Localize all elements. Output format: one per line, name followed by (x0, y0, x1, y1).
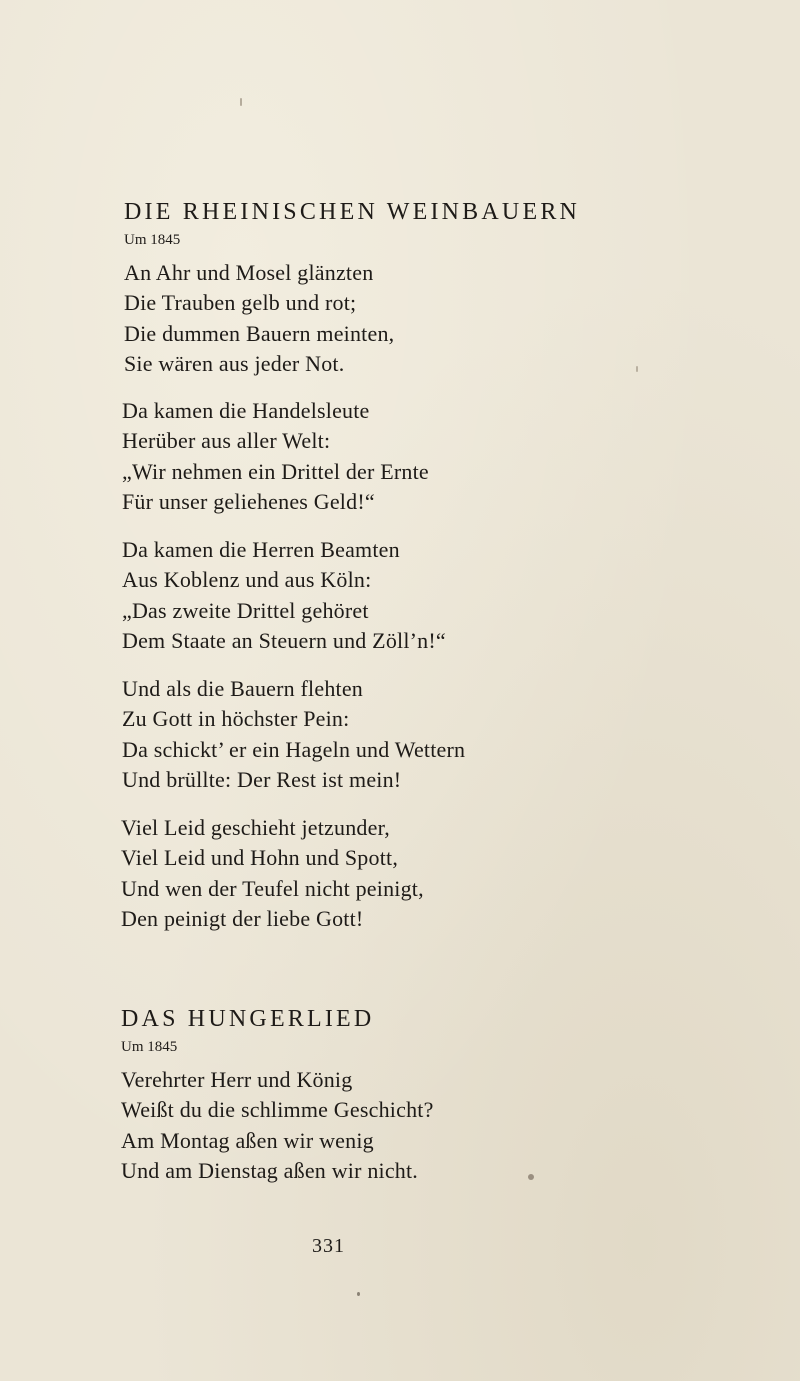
verse-line: Die dummen Bauern meinten, (124, 320, 395, 346)
verse-line: Sie wären aus jeder Not. (124, 350, 345, 376)
stanza (122, 674, 465, 795)
verse-line: Weißt du die schlimme Geschicht? (121, 1097, 434, 1123)
verse-line: Da schickt’ er ein Hageln und Wettern (122, 736, 466, 762)
paper-speck (528, 1174, 534, 1180)
poem-date: Um 1845 (121, 1039, 178, 1055)
poem-title: DIE RHEINISCHEN WEINBAUERN (124, 199, 581, 225)
verse-line: Dem Staate an Steuern und Zöll’n!“ (122, 627, 446, 653)
verse-line: Aus Koblenz und aus Köln: (122, 567, 372, 593)
verse-line: Da kamen die Handelsleute (122, 398, 370, 423)
verse-line: Und am Dienstag aßen wir nicht. (121, 1157, 419, 1183)
verse-line: Da kamen die Herren Beamten (122, 537, 400, 562)
stanza (121, 1065, 434, 1186)
stanza (122, 396, 429, 517)
paper-speck (636, 366, 638, 372)
page-number: 331 (312, 1235, 345, 1257)
verse-line: Viel Leid geschieht jetzunder, (121, 815, 390, 840)
poem-title: DAS HUNGERLIED (121, 1006, 375, 1032)
stanza (124, 258, 394, 379)
paper-speck (240, 98, 242, 106)
verse-line: „Das zweite Drittel gehöret (122, 597, 369, 623)
verse-line: Die Trauben gelb und rot; (124, 290, 357, 316)
verse-line: Und brüllte: Der Rest ist mein! (122, 766, 402, 792)
poem-date: Um 1845 (124, 232, 181, 248)
verse-line: Und wen der Teufel nicht peinigt, (121, 875, 424, 901)
verse-line: Zu Gott in höchster Pein: (122, 706, 350, 732)
stanza (122, 535, 446, 656)
paper-speck (357, 1292, 360, 1296)
verse-line: „Wir nehmen ein Drittel der Ernte (122, 458, 429, 484)
verse-line: Den peinigt der liebe Gott! (121, 905, 364, 931)
verse-line: Und als die Bauern flehten (122, 676, 364, 701)
verse-line: An Ahr und Mosel glänzten (124, 260, 374, 285)
verse-line: Viel Leid und Hohn und Spott, (121, 845, 399, 871)
stanza (121, 813, 424, 934)
verse-line: Am Montag aßen wir wenig (121, 1127, 374, 1153)
verse-line: Verehrter Herr und König (121, 1067, 353, 1092)
verse-line: Für unser geliehenes Geld!“ (122, 488, 375, 514)
verse-line: Herüber aus aller Welt: (122, 428, 331, 454)
